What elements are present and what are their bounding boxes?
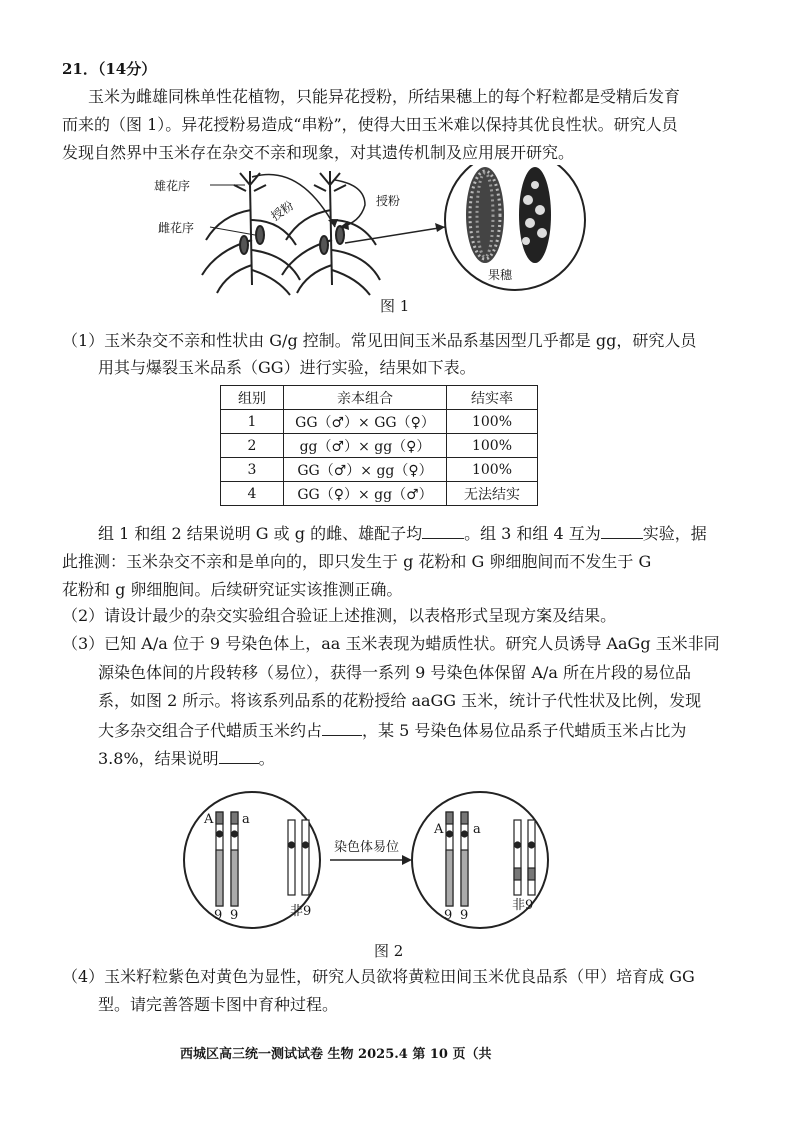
- label-male-inflorescence: 雄花序: [154, 179, 191, 193]
- chromosome-non9-left-1: [288, 820, 295, 895]
- part3-line-1: （3）已知 A/a 位于 9 号染色体上，aa 玉米表现为蜡质性状。研究人员诱导 AaGg 玉米非同: [62, 634, 720, 653]
- corn-ear-full: [466, 167, 504, 263]
- label-9-after-1: 9: [444, 908, 453, 923]
- part1-text-c: 实验，据: [642, 524, 707, 543]
- table-header: 结实率: [447, 386, 538, 410]
- part1-conclusion-line-2: 此推测：玉米杂交不亲和是单向的，即只发生于 g 花粉和 G 卵细胞间而不发生于 G: [62, 552, 652, 571]
- figure-1-caption: 图 1: [380, 297, 410, 315]
- table-cell: 4: [221, 482, 284, 506]
- question-number: 21．（14分）: [62, 60, 157, 78]
- table-cell: 100%: [447, 410, 538, 434]
- corn-plant-left: [202, 171, 300, 295]
- label-female-inflorescence: 雌花序: [158, 221, 195, 235]
- label-pollinate-2: 授粉: [376, 194, 401, 208]
- label-a-after: a: [473, 822, 481, 837]
- table-cell: GG（♀）× gg（♂）: [284, 482, 447, 506]
- part1-line-2: 用其与爆裂玉米品系（GG）进行实验，结果如下表。: [98, 358, 476, 377]
- table-cell: GG（♂）× GG（♀）: [284, 410, 447, 434]
- answer-blank-2[interactable]: [601, 524, 643, 539]
- table-cell: 100%: [447, 434, 538, 458]
- table-cell: gg（♂）× gg（♀）: [284, 434, 447, 458]
- chromosome-non9-right-2: [528, 820, 535, 895]
- table-header: 组别: [221, 386, 284, 410]
- label-pollinate-1: 授粉: [268, 198, 297, 224]
- arrow-label-translocation: 染色体易位: [334, 840, 400, 855]
- part3-text-5a: 3.8%，结果说明: [98, 749, 219, 768]
- figure-1-corn-diagram: [140, 165, 600, 315]
- label-A-before: A: [204, 812, 214, 827]
- table-header: 亲本组合: [284, 386, 447, 410]
- intro-line-3: 发现自然界中玉米存在杂交不亲和现象，对其遗传机制及应用展开研究。: [62, 143, 575, 162]
- label-9-after-2: 9: [460, 908, 469, 923]
- answer-blank-3[interactable]: [322, 721, 362, 736]
- part3-text-5b: 。: [258, 749, 275, 768]
- part4-line-1: （4）玉米籽粒紫色对黄色为显性，研究人员欲将黄粒田间玉米优良品系（甲）培育成 GG: [62, 967, 695, 986]
- page-footer: 西城区高三统一测试试卷 生物 2025.4 第 10 页（共: [180, 1047, 492, 1062]
- table-cell: 100%: [447, 458, 538, 482]
- table-row: [221, 410, 538, 434]
- answer-blank-1[interactable]: [422, 524, 464, 539]
- part3-line-2: 源染色体间的片段转移（易位），获得一系列 9 号染色体保留 A/a 所在片段的易位品: [98, 663, 692, 682]
- results-table: [220, 385, 538, 506]
- ear-arrow: [345, 227, 445, 243]
- label-a-before: a: [242, 812, 250, 827]
- table-cell: 2: [221, 434, 284, 458]
- table-cell: 3: [221, 458, 284, 482]
- part1-line-1: （1）玉米杂交不亲和性状由 G/g 控制。常见田间玉米品系基因型几乎都是 gg，研究人员: [62, 331, 697, 350]
- part1-text-a: 组 1 和组 2 结果说明 G 或 g 的雌、雄配子均: [98, 524, 423, 543]
- part1-conclusion-line-1: [98, 523, 707, 545]
- intro-line-2: 而来的（图 1）。异花授粉易造成“串粉”，使得大田玉米难以保持其优良性状。研究人员: [62, 115, 678, 134]
- table-cell: 1: [221, 410, 284, 434]
- label-non9-before: 非9: [290, 904, 312, 919]
- part1-conclusion-line-3: 花粉和 g 卵细胞间。后续研究证实该推测正确。: [62, 580, 403, 599]
- table-row: [221, 434, 538, 458]
- intro-line-1: 玉米为雌雄同株单性花植物，只能异花授粉，所结果穗上的每个籽粒都是受精后发育: [88, 87, 681, 106]
- table-row: [221, 482, 538, 506]
- pollinate-arrow-1: [252, 174, 335, 227]
- corn-plant-right: [282, 171, 380, 295]
- ear-circle: [445, 165, 585, 290]
- chromosome-non9-right-1: [514, 820, 521, 895]
- table-cell: 无法结实: [447, 482, 538, 506]
- chromosome-non9-left-2: [302, 820, 309, 895]
- part1-text-b: 。组 3 和组 4 互为: [464, 524, 601, 543]
- corn-ear-sparse: [519, 167, 551, 263]
- table-cell: GG（♂）× gg（♀）: [284, 458, 447, 482]
- label-A-after: A: [434, 822, 444, 837]
- part3-text-4a: 大多杂交组合子代蜡质玉米约占: [98, 721, 323, 740]
- label-9-before-2: 9: [230, 908, 239, 923]
- label-9-before-1: 9: [214, 908, 223, 923]
- part3-line-3: 系，如图 2 所示。将该系列品系的花粉授给 aaGG 玉米，统计子代性状及比例，发现: [98, 691, 702, 710]
- part2-line: （2）请设计最少的杂交实验组合验证上述推测，以表格形式呈现方案及结果。: [62, 606, 617, 625]
- table-row: [221, 458, 538, 482]
- part3-text-4b: ，某 5 号染色体易位品系子代蜡质玉米占比为: [362, 721, 687, 740]
- part3-line-5: [98, 748, 275, 770]
- part4-line-2: 型。请完善答题卡图中育种过程。: [98, 995, 339, 1014]
- answer-blank-4[interactable]: [219, 749, 259, 764]
- label-non9-after: 非9: [512, 898, 534, 913]
- table-header-row: [221, 386, 538, 410]
- part3-line-4: [98, 720, 686, 742]
- figure-2-caption: 图 2: [374, 942, 404, 960]
- label-ear: 果穗: [488, 268, 513, 282]
